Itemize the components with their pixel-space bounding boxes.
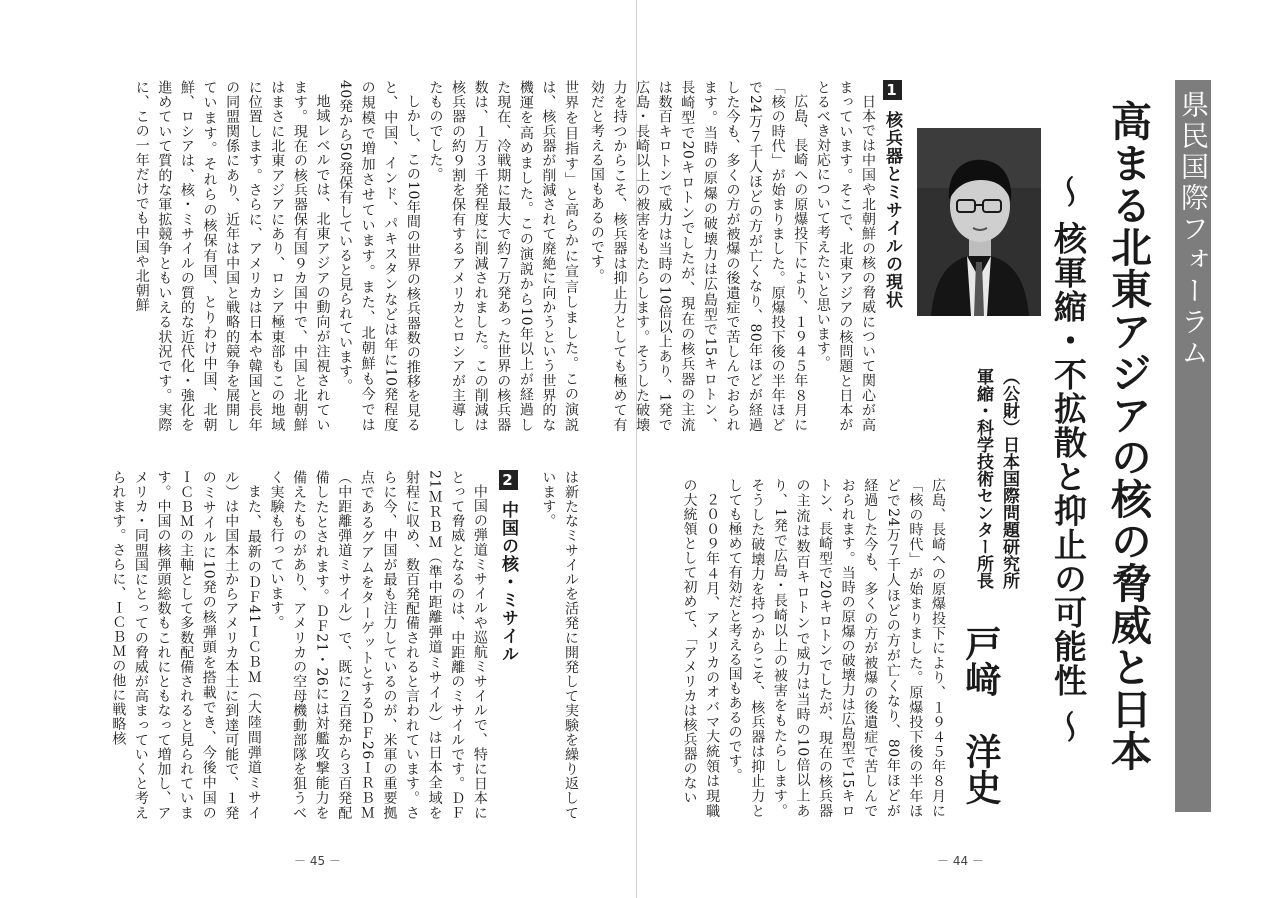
page-number: － 44 － — [937, 854, 984, 868]
paragraph: 日本では中国や北朝鮮の核の脅威について関心が高まっています。そこで、北東アジアの核問題と日本がとるべき対応について考えたいと思います。 — [814, 80, 876, 432]
right-lower-text — [681, 478, 949, 818]
author-name: 戸﨑 洋史 — [960, 625, 1002, 805]
paragraph: は新たなミサイルを活発に開発して実験を繰り返しています。 — [540, 470, 579, 820]
section-1-number: 1 — [883, 80, 902, 100]
section-1-heading — [880, 80, 905, 309]
paragraph: ２００９年４月、アメリカのオバマ大統領は現職の大統領として初めて、「アメリカは核兵器のない — [681, 478, 721, 818]
paragraph: 世界を目指す」と高らかに宣言しました。この演説は、核兵器が削減されて廃絶に向かうという世界的な機運を高めました。この演説から10年以上が経過した現在、冷戦期に最大で約７万発あった世界の核兵器数は、１万３千発程度に削減されました。この削減は核兵器の約９割を保有するアメリカとロシアが主導したものでした。 — [427, 80, 579, 432]
paragraph: 広島、長崎への原爆投下により、１９４５年８月に「核の時代」が始まりました。原爆投下後の半年ほどで24万７千人ほどの方が亡くなり、80年ほどが経過した今も、多くの方が被爆の後遺症で苦しんでおられます。当時の原爆の破壊力は広島型で15キロトン、長崎型で20キロトンでしたが、現在の核兵器の主流は数百キロトンで威力は当時の10倍以上あり、1発で広島・長崎以上の被害をもたらします。そうした破壊力を持つからこそ、核兵器は抑止力としても極めて有効だと考える国もあるのです。 — [726, 478, 946, 818]
left-upper-text — [62, 80, 582, 432]
section-2-title: 中国の核・ミサイル — [498, 500, 518, 663]
section-2-heading — [496, 470, 521, 663]
paragraph: 中国の弾道ミサイルや巡航ミサイルで、特に日本にとって脅威となるのは、中距離のミサイルです。ＤＦ21ＭＲＢＭ（準中距離弾道ミサイル）は日本全域を射程に収め、数百発配備されると言われています。さらに今、中国が最も注力しているのが、米軍の重要拠点であるグアムをターゲットとするＤＦ26ＩＲＢＭ（中距離弾道ミサイル）で、既に２百発から３百発配備したとされます。ＤＦ21・26には対艦攻撃能力を備えたものがあり、アメリカの空母機動部隊を狙うべく実験も行っています。 — [268, 470, 488, 820]
paragraph: また、最新のＤＦ41ＩＣＢＭ（大陸間弾道ミサイル）は中国本土からアメリカ本土に到達可能で、１発のミサイルに10発の核弾頭を搭載でき、今後中国のＩＣＢＭの主軸として多数配備されると見られています。中国の核弾頭総数もこれにともなって増加し、アメリカ・同盟国にとっての脅威が高まっていくと考えられます。さらに、ＩＣＢＭの他に戦略核 — [110, 470, 262, 820]
paragraph: 広島、長崎への原爆投下により、１９４５年８月に「核の時代」が始まりました。原爆投下後の半年ほどで24万７千人ほどの方が亡くなり、80年ほどが経過した今も、多くの方が被爆の後遺症で苦しんでおられます。当時の原爆の破壊力は広島型で15キロトン、長崎型で20キロトンでしたが、現在の核兵器の主流は数百キロトンで威力は当時の10倍以上あり、1発で広島・長崎以上の被害をもたらします。そうした破壊力を持つからこそ、核兵器は抑止力としても極めて有効だと考える国もあるのです。 — [588, 80, 809, 432]
article-subtitle: ～ 核軍縮・不拡散と抑止の可能性 ～ — [1049, 175, 1088, 744]
paragraph: しかし、この10年間の世界の核兵器数の推移を見ると、中国、インド、パキスタンなどは年に10発程度の規模で増加させています。また、北朝鮮も今では40発から50発保有していると見られています。 — [337, 80, 421, 432]
page-number: － 45 － — [294, 854, 341, 868]
affiliation-line-2: 軍縮・科学技術センター所長 — [973, 368, 993, 589]
author-affiliation — [962, 368, 1022, 618]
author-photo — [917, 128, 1041, 316]
article-title: 高まる北東アジアの核の脅威と日本 — [1104, 100, 1152, 772]
portrait-image — [917, 128, 1041, 316]
paragraph: 地域レベルでは、北東アジアの動向が注視されています。現在の核兵器保有国９カ国中で、中国と北朝鮮はまさに北東アジアにあり、ロシア極東部もこの地域に位置します。さらに、アメリカは日本や韓国と長年の同盟関係にあり、近年は中国と戦略的競争を展開しています。それらの核保有国、とりわけ中国、北朝鮮、ロシアは、核・ミサイルの質的な近代化・強化を進めていて質的な軍拡競争ともいえる状況です。実際に、この一年だけでも中国や北朝鮮 — [133, 80, 331, 433]
affiliation-line-1: （公財）日本国際問題研究所 — [999, 368, 1019, 589]
series-label: 県民国際フォーラム — [1175, 80, 1211, 812]
right-upper-text — [588, 80, 879, 432]
section-2-number: 2 — [499, 470, 518, 490]
section-1-title: 核兵器とミサイルの現状 — [882, 110, 902, 309]
right-page — [588, 0, 1272, 898]
